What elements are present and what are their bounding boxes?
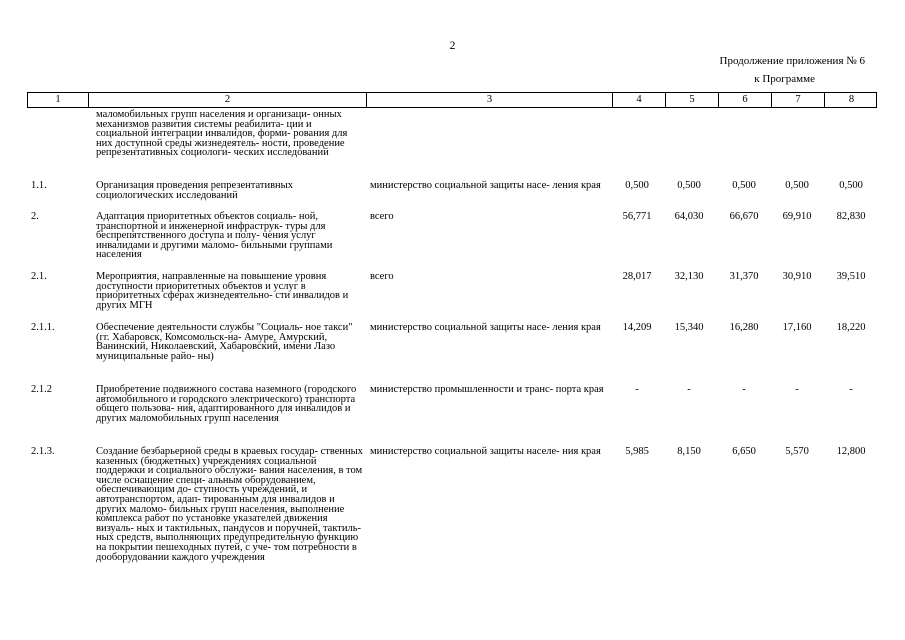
row-number: 1.1.: [31, 180, 47, 191]
page-number: 2: [449, 40, 456, 52]
row-value-2023: 5,570: [785, 446, 809, 457]
row-value-2022: 0,500: [732, 180, 756, 191]
row-value-2021: 15,340: [674, 322, 704, 333]
row-name: маломобильных групп населения и организаци- онных механизмов развития системы реабилита- ции и социальной интеграции инвалидов, форми- рования для них доступной среды жизнедеятель- ности, проведение репрезентативных социологи- ческих исследований: [96, 109, 348, 159]
row-number: 2.1.3.: [31, 446, 55, 457]
row-number: 2.: [31, 211, 39, 222]
row-value-2024: 12,800: [836, 446, 866, 457]
row-name: Организация проведения репрезентативных социологических исследований: [96, 180, 293, 201]
row-value-2022: -: [742, 384, 746, 395]
row-value-2021: 0,500: [677, 180, 701, 191]
row-value-2020: -: [635, 384, 639, 395]
program-label: к Программе: [754, 73, 815, 85]
row-number: 2.1.1.: [31, 322, 55, 333]
row-value-2023: 17,160: [782, 322, 812, 333]
row-name: Приобретение подвижного состава наземного (городского автомобильного и городского электрического) транспорта общего пользова- ния, адаптированного для инвалидов и других маломобильных групп населения: [96, 384, 357, 424]
row-value-2020: 14,209: [622, 322, 652, 333]
row-value-2024: -: [849, 384, 853, 395]
row-executor: всего: [370, 271, 394, 282]
row-number: 2.1.2: [31, 384, 52, 395]
col-header-7: 7: [771, 93, 824, 107]
row-name: Создание безбарьерной среды в краевых государ- ственных казенных (бюджетных) учреждениях социальной поддержки и социального обслужи- вания населения, в том числе оснащение специ- альным оборудованием, обеспечивающим до- ступность учреждений, и автотранспортом, адап- тированным для инвалидов и других маломо- бильных групп населения, выполнение комплекса работ по установке указателей движения визуаль- ных и тактильных, пандусов и поручней, тактиль- ных средств, выполняющих предупредительную функцию на покрытии пешеходных путей, с уче- том потребности в дооборудовании каждого учреждения: [96, 446, 363, 563]
row-value-2020: 28,017: [622, 271, 652, 282]
row-executor: министерство социальной защиты населе- ния края: [370, 446, 601, 457]
col-header-5: 5: [665, 93, 718, 107]
row-value-2023: 30,910: [782, 271, 812, 282]
row-executor: министерство социальной защиты насе- ления края: [370, 180, 601, 191]
continuation-label: Продолжение приложения № 6: [719, 55, 865, 67]
row-value-2023: 69,910: [782, 211, 812, 222]
row-value-2023: 0,500: [785, 180, 809, 191]
row-value-2022: 6,650: [732, 446, 756, 457]
row-value-2022: 66,670: [729, 211, 759, 222]
row-value-2021: 32,130: [674, 271, 704, 282]
row-name: Адаптация приоритетных объектов социаль- ной, транспортной и инженерной инфраструк- туры для беспрепятственного доступа и полу- чения услуг инвалидами и другими маломо- бильными группами населения: [96, 211, 333, 261]
col-header-8: 8: [824, 93, 878, 107]
col-header-4: 4: [612, 93, 665, 107]
col-header-2: 2: [88, 93, 366, 107]
row-name: Мероприятия, направленные на повышение уровня доступности приоритетных объектов и услуг в приоритетных сферах жизнедеятельно- сти инвалидов и других МГН: [96, 271, 349, 311]
row-value-2020: 56,771: [622, 211, 652, 222]
row-value-2021: 8,150: [677, 446, 701, 457]
row-executor: министерство социальной защиты насе- ления края: [370, 322, 601, 333]
row-executor: всего: [370, 211, 394, 222]
row-value-2020: 5,985: [625, 446, 649, 457]
row-value-2024: 0,500: [839, 180, 863, 191]
row-value-2020: 0,500: [625, 180, 649, 191]
row-value-2023: -: [795, 384, 799, 395]
row-value-2024: 18,220: [836, 322, 866, 333]
row-value-2024: 39,510: [836, 271, 866, 282]
col-header-6: 6: [718, 93, 771, 107]
table-header: [27, 92, 877, 108]
col-header-3: 3: [366, 93, 612, 107]
row-value-2021: 64,030: [674, 211, 704, 222]
row-value-2021: -: [687, 384, 691, 395]
row-executor: министерство промышленности и транс- порта края: [370, 384, 604, 395]
col-header-1: 1: [55, 94, 61, 105]
row-value-2022: 16,280: [729, 322, 759, 333]
row-value-2024: 82,830: [836, 211, 866, 222]
row-value-2022: 31,370: [729, 271, 759, 282]
row-number: 2.1.: [31, 271, 47, 282]
row-name: Обеспечение деятельности службы "Социаль- ное такси" (гг. Хабаровск, Комсомольск-на- Амуре, Амурский, Ванинский, Николаевский, Хабаровский, имени Лазо муниципальные райо- ны): [96, 322, 353, 362]
